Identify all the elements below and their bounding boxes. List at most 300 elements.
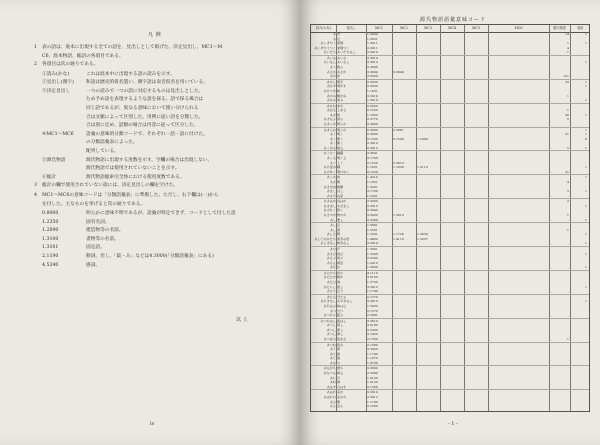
mc1-cell: 2.3062	[367, 127, 378, 132]
headword-cell: 味はひ	[337, 303, 347, 308]
headword-cell: 間	[337, 399, 341, 404]
note-line	[34, 53, 279, 62]
mc1-cell: 2.1570	[367, 294, 378, 299]
reading-cell: あ	[332, 32, 336, 36]
mc1-cell: 2.1570	[367, 308, 378, 313]
note-line	[34, 44, 279, 53]
headword-cell: 開く	[337, 136, 344, 141]
mc1-cell: 1.2000	[367, 32, 378, 36]
genji-count-cell: 21	[565, 132, 569, 137]
reading-cell: あいだち	[323, 50, 336, 55]
mc1-cell: 1.3010	[367, 98, 378, 103]
headword-cell: 商ふ	[337, 117, 344, 122]
note-number: 2	[34, 62, 37, 68]
headword-cell: 明らか	[337, 121, 347, 126]
note-line	[34, 71, 279, 80]
headword-cell: 当つ	[337, 308, 344, 313]
reading-cell: あざやか	[323, 212, 336, 217]
reading-cell: あくがる	[323, 145, 336, 150]
note-text: 書物等の名前。	[86, 236, 119, 242]
headword-cell: 吾	[337, 32, 341, 36]
headword-cell: 上ぐ	[337, 160, 344, 165]
headword-cell: 暁	[337, 88, 341, 93]
genji-count-cell: 21	[565, 169, 569, 174]
headword-cell: 集む	[337, 342, 344, 347]
mc1-cell: 2.5020	[367, 84, 378, 89]
headword-cell: 袙	[337, 175, 341, 180]
reading-cell: あくる	[326, 156, 336, 161]
item-term: ①読み(かな)	[42, 71, 70, 77]
table-row	[311, 404, 589, 409]
note-text: を付した。主なものを挙げると次の通りである。	[42, 202, 146, 208]
item-term: ④MC1〜MC6	[42, 131, 74, 137]
note-text: 配列している。	[86, 149, 119, 155]
note-line	[34, 61, 279, 71]
headword-cell: 集まる	[337, 337, 347, 341]
note-line	[34, 201, 279, 210]
reading-cell: あいぎやうづく	[314, 45, 336, 50]
headword-cell: 後	[337, 356, 341, 361]
headword-cell: 明かす	[337, 84, 347, 89]
reading-cell: あはす	[326, 384, 336, 389]
reading-cell: あし	[329, 227, 336, 232]
headword-cell: 兄	[337, 375, 341, 380]
note-line	[34, 174, 279, 183]
reading-cell: あく	[329, 141, 336, 146]
genji-count-cell: 1	[567, 108, 569, 113]
item-term: ②見出し(漢字)	[42, 80, 74, 86]
column-header: 源氏物語	[553, 26, 566, 30]
code-value: 1.3101	[42, 245, 59, 251]
headword-cell: 悪し	[337, 217, 344, 222]
headword-cell: 赤	[337, 74, 341, 79]
genji-count-cell: 4	[567, 45, 569, 50]
note-text: 源氏物語総索引全体における使用度数である。	[86, 174, 185, 180]
headword-cell: 明らむ	[337, 127, 347, 132]
headword-cell: 貴	[337, 347, 341, 352]
headword-cell: 哀れむ	[337, 394, 347, 399]
reading-cell: あたらし	[323, 284, 336, 289]
reading-cell: あし	[329, 223, 336, 228]
reading-cell: あか	[329, 74, 336, 79]
reading-cell: あつ	[329, 308, 336, 313]
headword-cell: 足	[337, 36, 341, 41]
reading-cell: あざむく	[323, 208, 336, 213]
headword-cell: あいな	[337, 55, 347, 60]
code-value: 1.2350	[42, 219, 59, 225]
headword-cell: 扱はし	[337, 318, 347, 323]
total-count-cell: 1	[585, 299, 587, 304]
mc1-cell: 1.1624	[367, 112, 378, 117]
headword-cell: あさまし	[337, 203, 350, 208]
total-count-cell: 1	[585, 189, 587, 194]
mc1-cell: 2.3390	[367, 371, 378, 376]
mc1-cell: 3.5020	[367, 74, 378, 79]
reading-cell: あかつき	[323, 88, 336, 93]
mc1-cell: 3.5020	[367, 79, 378, 84]
mc1-cell: 3.5160	[367, 275, 378, 280]
note-text: 固定語。	[86, 245, 105, 251]
headword-cell: あえか	[337, 69, 347, 74]
note-text: 一つの読みで一つの語に対応するものは見出しとした。	[86, 88, 204, 94]
headword-cell: 朝	[337, 232, 341, 237]
headword-cell: 浅し	[337, 189, 344, 194]
table-title: 源氏物語語彙意味コード	[420, 17, 487, 23]
headword-cell: 明石	[337, 79, 344, 84]
mc1-cell: 1.5020	[367, 303, 378, 308]
headword-cell: 熱し	[337, 323, 344, 328]
headword-cell: 朝	[337, 179, 341, 184]
headword-cell: 上がる	[337, 108, 347, 113]
note-text: C6、底本物語、総語の各項目である。	[42, 53, 124, 59]
note-line	[34, 227, 279, 236]
reading-cell: あさはか	[323, 199, 336, 204]
mc1-cell: 3.3012	[367, 284, 378, 289]
mc1-cell: 1.2120	[367, 380, 378, 385]
mc1-cell: 3.1920	[367, 332, 378, 337]
note-text: 建造物等の名前。	[86, 228, 124, 234]
closing-mark: 以 上	[236, 317, 248, 323]
note-line	[34, 192, 279, 202]
reading-cell: あつまる	[323, 337, 336, 341]
headword-cell: 会ふ	[337, 404, 344, 409]
mc1-cell: 2.3011	[367, 45, 378, 50]
headword-cell: 厚し	[337, 332, 344, 337]
headword-cell: 哀れ	[337, 390, 344, 395]
reading-cell: あかし	[326, 79, 336, 84]
reading-cell: あそん	[326, 260, 336, 265]
reading-cell: あく	[329, 132, 336, 137]
reading-cell: あつむ	[326, 342, 336, 347]
reading-cell: あじきなし	[320, 241, 336, 246]
column-header: 読み(かな)	[315, 26, 332, 30]
reading-cell: あね	[329, 380, 336, 385]
mc1-cell: 1.2410	[367, 260, 378, 265]
mc3-cell: 1.3237	[417, 236, 428, 241]
mc1-cell: 2.3012	[367, 394, 378, 399]
mc2-cell: 1.3010	[393, 212, 404, 217]
note-text: ため予め語を表現するような語を採る。語で採る場合は	[86, 97, 204, 103]
mc2-cell: 2.1500	[393, 136, 404, 141]
mc1-cell: 1.1631	[367, 232, 378, 237]
note-line	[34, 157, 279, 166]
reading-cell: あと	[329, 351, 336, 356]
reading-cell: あつかはし	[320, 318, 336, 323]
reading-cell: あなづる	[323, 371, 336, 376]
mc1-cell: 3.3014	[367, 299, 378, 304]
note-line	[34, 236, 279, 245]
mc1-cell: 3.1700	[367, 156, 378, 161]
reading-cell: あたかも	[323, 270, 336, 275]
reading-cell: あさまし	[323, 203, 336, 208]
headword-cell: 朝顔	[337, 184, 344, 189]
genji-count-cell: 5	[567, 145, 569, 150]
column-header: MC4	[448, 26, 456, 30]
explanatory-notes	[34, 44, 279, 270]
column-header: MC6	[514, 26, 523, 30]
reading-cell: あさし	[326, 189, 336, 194]
note-text: 動詞。但し、「最・み」などは4.3000(「分類語彙表」にある)	[86, 253, 214, 259]
reading-cell: あいぎやう	[320, 41, 336, 46]
reading-cell: あかぬ	[326, 93, 336, 98]
total-count-cell: 1	[585, 60, 587, 65]
total-count-cell: 1	[585, 132, 587, 137]
reading-cell: あきらむ	[323, 127, 336, 132]
mc1-cell: 3.3300	[367, 327, 378, 332]
headword-cell: 足	[337, 223, 341, 228]
headword-cell: 姉	[337, 380, 341, 385]
note-text: 同じ語であるが、異なる意味において使い分けられる	[86, 106, 199, 112]
mc1-cell: 1.5501	[367, 227, 378, 232]
note-text: 固有名詞。	[86, 219, 110, 225]
reading-cell: あつし	[326, 323, 336, 328]
headword-cell: 曙	[337, 165, 341, 170]
column-header: MC1	[375, 26, 383, 30]
mc1-cell: 4.1110	[367, 270, 378, 275]
note-line	[34, 148, 279, 157]
mc1-cell: 2.1560	[367, 384, 378, 389]
column-header: MC5	[472, 26, 480, 30]
genji-count-cell: 1	[567, 50, 569, 55]
reading-cell: あたり	[326, 289, 336, 294]
mc1-cell: 2.3681	[367, 313, 378, 318]
headword-cell: 暖か	[337, 275, 344, 280]
mc1-cell: 3.3010	[367, 93, 378, 98]
total-count-cell: 1	[585, 203, 587, 208]
headword-cell: 明くる	[337, 156, 347, 161]
reading-cell: あかむ	[326, 103, 336, 108]
mc1-cell: 1.2120	[367, 375, 378, 380]
total-count-cell: 1	[585, 79, 587, 84]
mc2-cell: 1.4110	[393, 236, 404, 241]
column-header: 見出し	[346, 26, 356, 30]
reading-cell: あこめ	[326, 175, 336, 180]
note-text: 源氏物語では使用されていないことを示す。	[86, 166, 180, 172]
code-value: 0.8000	[42, 211, 59, 216]
headword-cell: 価	[337, 280, 341, 285]
reading-cell: あひ	[329, 399, 336, 404]
code-value: 2.1190	[42, 253, 59, 259]
mc1-cell: 1.4700	[367, 360, 378, 365]
column-header: 総計	[577, 26, 584, 30]
genji-count-cell: 1	[567, 41, 569, 46]
mc1-cell: 2.1520	[367, 160, 378, 165]
genji-count-cell: 1	[567, 227, 569, 232]
note-text: 合は別に定め、語類の場合は内容に従って区分した。	[86, 123, 199, 129]
note-line	[34, 114, 279, 123]
mc1-cell: 1.3011	[367, 41, 378, 46]
mc1-cell: 3.3014	[367, 241, 378, 246]
total-count-cell: 1	[585, 41, 587, 46]
headword-cell: 齷齪	[337, 151, 344, 156]
mc1-cell: 1.5601	[367, 247, 378, 252]
note-line	[34, 96, 279, 105]
total-count-cell: 1	[585, 98, 587, 103]
reading-cell: あつし	[326, 327, 336, 332]
genji-count-cell: 1	[567, 93, 569, 98]
mc2-cell: 1.1630	[393, 165, 404, 170]
genji-count-cell: 26	[565, 112, 569, 117]
reading-cell: あいなし	[323, 60, 336, 65]
mc1-cell: 2.3014	[367, 141, 378, 146]
mc1-cell: 1.1631	[367, 165, 378, 170]
reading-cell: あかす	[326, 84, 336, 89]
genji-count-cell: 4	[567, 179, 569, 184]
headword-cell: 飽かぬ	[337, 93, 347, 98]
reading-cell: あがる	[326, 108, 336, 113]
mc1-cell: 3.3014	[367, 55, 378, 60]
headword-cell: 跡	[337, 351, 341, 356]
headword-cell: あいなし	[337, 60, 350, 65]
reading-cell: あせ	[329, 247, 336, 252]
note-text: MC1〜MC6の意味コードは「分類語彙表」に準拠した。ただし、右下欄は(一)から	[42, 192, 219, 198]
mc1-cell: 1.1631	[367, 88, 378, 93]
total-count-cell: 1	[585, 32, 587, 36]
mc1-cell: 3.3000	[367, 366, 378, 371]
reading-cell: あさ	[329, 179, 336, 184]
reading-cell: あぐ	[329, 160, 336, 165]
mc1-cell: 2.3000	[367, 132, 378, 137]
reading-cell: あう	[329, 65, 336, 70]
mc1-cell: 1.1740	[367, 289, 378, 294]
total-count-cell: 1	[585, 251, 587, 256]
note-text: 明らかに意味不明であるが、語彙が特定できず、コードとして付した語	[86, 211, 236, 216]
headword-cell: 敢ふ	[337, 65, 344, 70]
note-text: これは底本中に出現する語の読みを示す。	[86, 71, 175, 77]
headword-cell: 浅茅	[337, 193, 344, 198]
reading-cell: あつし	[326, 332, 336, 337]
reading-cell: あはれむ	[323, 394, 336, 399]
total-count-cell: 1	[585, 217, 587, 222]
reading-cell: あさがほ	[323, 184, 336, 189]
total-count-cell: 1	[585, 241, 587, 246]
mc1-cell: 1.3730	[367, 280, 378, 285]
mc1-cell: 3.3014	[367, 318, 378, 323]
mc1-cell: 3.3300	[367, 217, 378, 222]
headword-cell: 恰も	[337, 270, 344, 275]
mc1-cell: 2.1230	[367, 169, 378, 174]
reading-cell: あき	[329, 112, 336, 117]
headword-cell: 鮮やか	[337, 212, 347, 217]
mc1-cell: 2.1520	[367, 108, 378, 113]
reading-cell: あふ	[329, 404, 336, 409]
note-text: 語彙の意味的分類コードで、それぞれ一語一語に付けた。	[86, 131, 208, 137]
note-line	[34, 219, 279, 228]
genji-count-cell: 1	[567, 212, 569, 217]
reading-cell: あさぢ	[326, 193, 336, 198]
headword-cell: 侮る	[337, 371, 344, 376]
reading-cell: あそび	[326, 251, 336, 256]
reading-cell: あたたか	[323, 275, 336, 280]
reading-cell: あぢきなし	[320, 299, 336, 304]
mc1-cell: 3.3000	[367, 199, 378, 204]
column-header: MC2	[400, 26, 408, 30]
mc1-cell: 1.1631	[367, 179, 378, 184]
headword-cell: あいだちなし	[337, 50, 356, 55]
headword-cell: 味気なし	[337, 241, 350, 246]
headword-cell: 愛敬づく	[337, 45, 350, 50]
note-line	[34, 165, 279, 174]
reading-cell: あけぼの	[323, 165, 336, 170]
note-number: 3	[34, 183, 37, 189]
note-number: 4	[34, 192, 37, 198]
reading-cell: あと	[329, 356, 336, 361]
note-number: 1	[34, 45, 37, 50]
reading-cell: あきなふ	[323, 117, 336, 122]
reading-cell: あたる	[326, 294, 336, 299]
headword-cell: あぢきなし	[337, 299, 353, 304]
genji-count-cell: 1	[567, 337, 569, 341]
item-term: ③決定見出し	[42, 88, 71, 94]
headword-cell: 欺く	[337, 208, 344, 213]
page-number: iv	[150, 421, 155, 427]
headword-cell: 愛敬	[337, 41, 344, 46]
mc3-cell: 1.3030	[417, 232, 428, 237]
note-line	[34, 244, 279, 253]
headword-cell: 浅はか	[337, 199, 347, 204]
note-text: 各項目は次の通りである。	[42, 62, 99, 68]
code-value: 1.3100	[42, 236, 59, 242]
genji-count-cell: 121	[563, 74, 569, 79]
mc1-cell: 3.5020	[367, 212, 378, 217]
total-count-cell: 1	[585, 145, 587, 150]
total-count-cell: 1	[585, 284, 587, 289]
headword-cell: 惜し	[337, 284, 344, 289]
note-text: 和語は歴史的仮名遣い、漢字語は表音仮名を用いている。	[86, 80, 208, 86]
total-count-cell: 1	[585, 265, 587, 270]
note-text: 総計の欄で使用されていない語には、決定見出しの欄を空けた。	[42, 183, 178, 189]
reading-cell: あし	[329, 217, 336, 222]
note-line	[34, 131, 279, 140]
total-count-cell: 1	[585, 175, 587, 180]
mc1-cell: 3.5160	[367, 323, 378, 328]
mc1-cell: 2.1560	[367, 342, 378, 347]
headword-cell: 赤み	[337, 98, 344, 103]
reading-cell: あぢはひ	[323, 303, 336, 308]
reading-cell: あながち	[323, 366, 336, 371]
note-line	[34, 253, 279, 262]
reading-cell: あつかふ	[323, 313, 336, 318]
right-page	[300, 0, 600, 445]
mc2-cell: 3.3040	[393, 69, 404, 74]
mc1-cell: 3.3014	[367, 60, 378, 65]
mc1-cell: 2.3000	[367, 65, 378, 70]
page-heading: 凡 例	[148, 32, 162, 38]
reading-cell: あて	[329, 347, 336, 352]
reading-cell: あきらか	[323, 121, 336, 126]
note-line	[34, 262, 279, 271]
reading-cell: あそぶ	[326, 256, 336, 261]
reading-cell: あけゆく	[323, 169, 336, 174]
mc1-cell: 3.3010	[367, 390, 378, 395]
headword-cell: 穴	[337, 360, 341, 365]
mc1-cell: 2.1560	[367, 337, 378, 341]
mc3-cell: 1.1660	[417, 136, 428, 141]
reading-cell: あくせく	[323, 151, 336, 156]
page-number: - 1 -	[448, 421, 458, 427]
mc1-cell: 1.1740	[367, 399, 378, 404]
headword-cell: 明けゆく	[337, 169, 350, 174]
mc1-cell: 2.5020	[367, 103, 378, 108]
note-text: 感詞。	[86, 262, 101, 268]
reading-cell: あ	[332, 36, 336, 41]
mc1-cell: 2.3012	[367, 145, 378, 150]
mc1-cell: 3.3430	[367, 347, 378, 352]
note-line	[34, 139, 279, 148]
headword-cell: 汗	[337, 247, 341, 252]
item-term: ⑥総計	[42, 174, 57, 180]
genji-count-cell: 33	[565, 79, 569, 84]
